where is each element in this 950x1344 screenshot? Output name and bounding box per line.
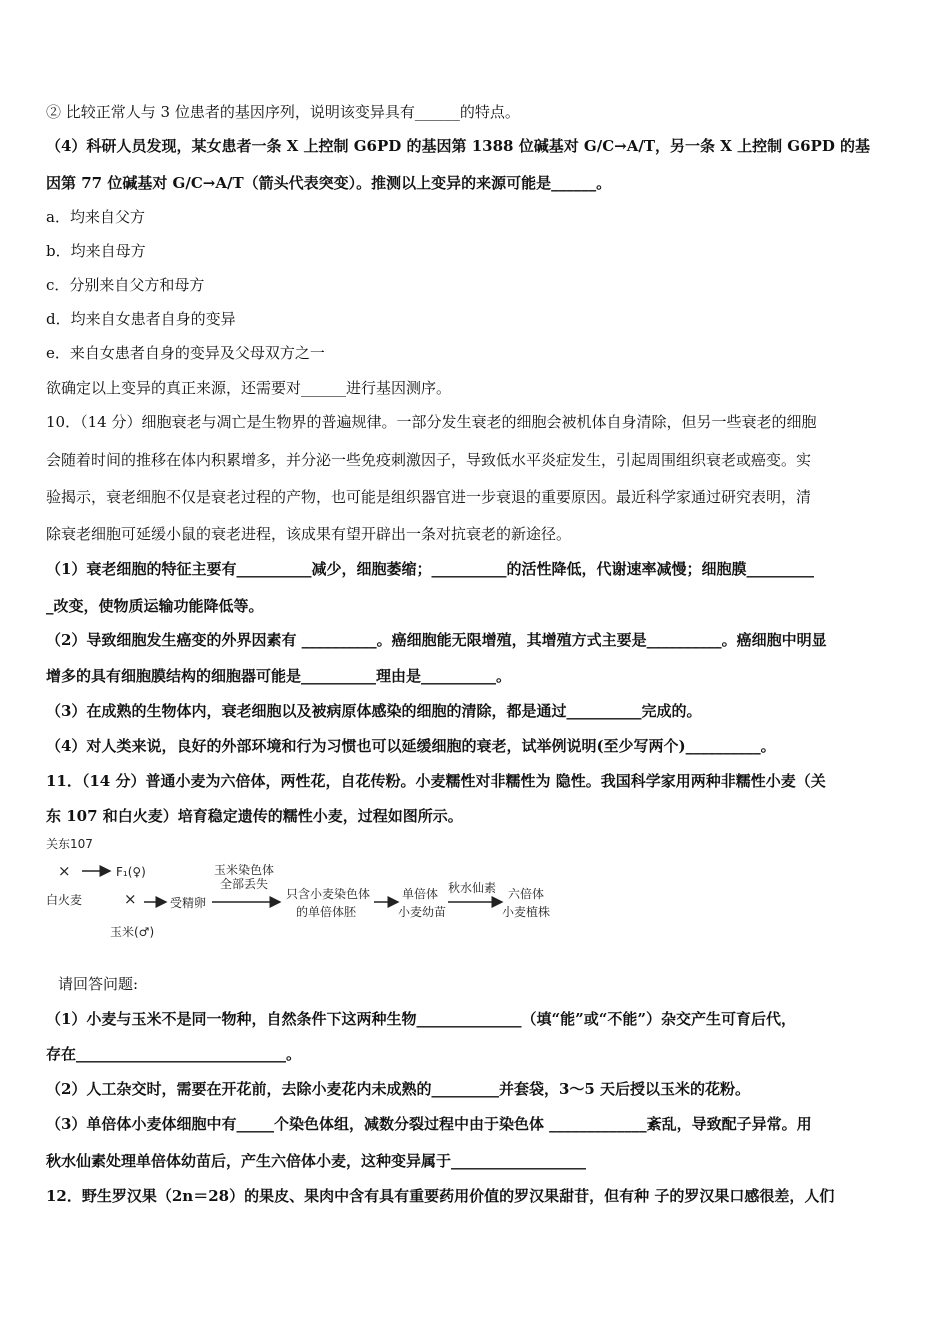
label-fertilized-egg: 受精卵	[170, 896, 207, 910]
question-12-line: 12．野生罗汉果（2n＝28）的果皮、果肉中含有具有重要药用价值的罗汉果甜苷，但有种 子的罗汉果口感很差，人们	[46, 1187, 835, 1205]
option-e: e．来自女患者自身的变异及父母双方之一	[46, 344, 325, 362]
question-10-line: 增多的具有细胞膜结构的细胞器可能是__________理由是__________。	[46, 667, 512, 685]
label-embryo-top: 只含小麦染色体	[286, 887, 371, 901]
option-c: c．分别来自父方和母方	[46, 276, 205, 294]
question-10-line: （2）导致细胞发生癌变的外界因素有 __________。癌细胞能无限增殖，其增殖方式主要是__________。癌细胞中明显	[46, 631, 827, 649]
question-11-line: 东 107 和白火麦）培育稳定遗传的糯性小麦，过程如图所示。	[46, 807, 463, 825]
text-line: 因第 77 位碱基对 G/C→A/T（箭头代表突变）。推测以上变异的来源可能是______。	[46, 174, 612, 192]
label-f1: F₁(♀)	[116, 865, 146, 879]
label-seedling-top: 单倍体	[402, 887, 439, 901]
text-line: （4）科研人员发现，某女患者一条 X 上控制 G6PD 的基因第 1388 位碱基对 G/C→A/T，另一条 X 上控制 G6PD 的基	[46, 137, 871, 155]
cross-symbol: ×	[58, 862, 71, 880]
label-embryo-bottom: 的单倍体胚	[296, 905, 357, 919]
text-line: 欲确定以上变异的真正来源，还需要对______进行基因测序。	[46, 379, 452, 397]
label-colchicine: 秋水仙素	[448, 881, 497, 895]
label-step1-bottom: 全部丢失	[220, 877, 269, 891]
question-10-line: （3）在成熟的生物体内，衰老细胞以及被病原体感染的细胞的清除，都是通过__________完成的。	[46, 702, 702, 720]
option-b: b．均来自母方	[46, 242, 146, 260]
question-10-line: 验揭示，衰老细胞不仅是衰老过程的产物，也可能是组织器官进一步衰退的重要原因。最近科学家通过研究表明，清	[46, 488, 812, 506]
text-line: ② 比较正常人与 3 位患者的基因序列，说明该变异具有______的特点。	[46, 103, 520, 121]
label-yumi: 玉米(♂)	[110, 925, 155, 939]
question-11-line: 秋水仙素处理单倍体幼苗后，产生六倍体小麦，这种变异属于__________________	[46, 1152, 587, 1170]
question-10-line: 除衰老细胞可延缓小鼠的衰老进程，该成果有望开辟出一条对抗衰老的新途径。	[46, 525, 572, 543]
question-11-line: 存在____________________________。	[46, 1045, 302, 1063]
question-11-line: （2）人工杂交时，需要在开花前，去除小麦花内未成熟的_________并套袋，3～5 天后授以玉米的花粉。	[46, 1080, 751, 1098]
label-step1-top: 玉米染色体	[214, 863, 275, 877]
label-plant-bottom: 小麦植株	[502, 905, 551, 919]
question-11-line: （1）小麦与玉米不是同一物种，自然条件下这两种生物______________（填“能”或“不能”）杂交产生可育后代，	[46, 1010, 796, 1028]
question-10-line: 10．（14 分）细胞衰老与凋亡是生物界的普遍规律。一部分发生衰老的细胞会被机体自身清除，但另一些衰老的细胞	[46, 413, 817, 431]
prompt-line: 请回答问题:	[58, 975, 139, 993]
label-guandong: 关东107	[46, 837, 93, 851]
breeding-process-diagram	[44, 832, 564, 944]
cross-symbol: ×	[124, 890, 137, 908]
label-plant-top: 六倍体	[508, 887, 545, 901]
option-d: d．均来自女患者自身的变异	[46, 310, 236, 328]
question-10-line: （1）衰老细胞的特征主要有__________减少，细胞萎缩；__________的活性降低，代谢速率减慢；细胞膜_________	[46, 560, 814, 578]
question-11-line: （3）单倍体小麦体细胞中有_____个染色体组，减数分裂过程中由于染色体 _____________紊乱，导致配子异常。用	[46, 1115, 812, 1133]
label-baihuomai: 白火麦	[46, 893, 83, 907]
question-11-line: 11．（14 分）普通小麦为六倍体，两性花，自花传粉。小麦糯性对非糯性为 隐性。我国科学家用两种非糯性小麦（关	[46, 772, 826, 790]
question-10-line: 会随着时间的推移在体内积累增多，并分泌一些免疫刺激因子，导致低水平炎症发生，引起周围组织衰老或癌变。实	[46, 451, 812, 469]
option-a: a．均来自父方	[46, 208, 145, 226]
question-10-line: _改变，使物质运输功能降低等。	[46, 597, 264, 615]
question-10-line: （4）对人类来说，良好的外部环境和行为习惯也可以延缓细胞的衰老，试举例说明(至少写两个)__________。	[46, 737, 776, 755]
label-seedling-bottom: 小麦幼苗	[398, 905, 447, 919]
